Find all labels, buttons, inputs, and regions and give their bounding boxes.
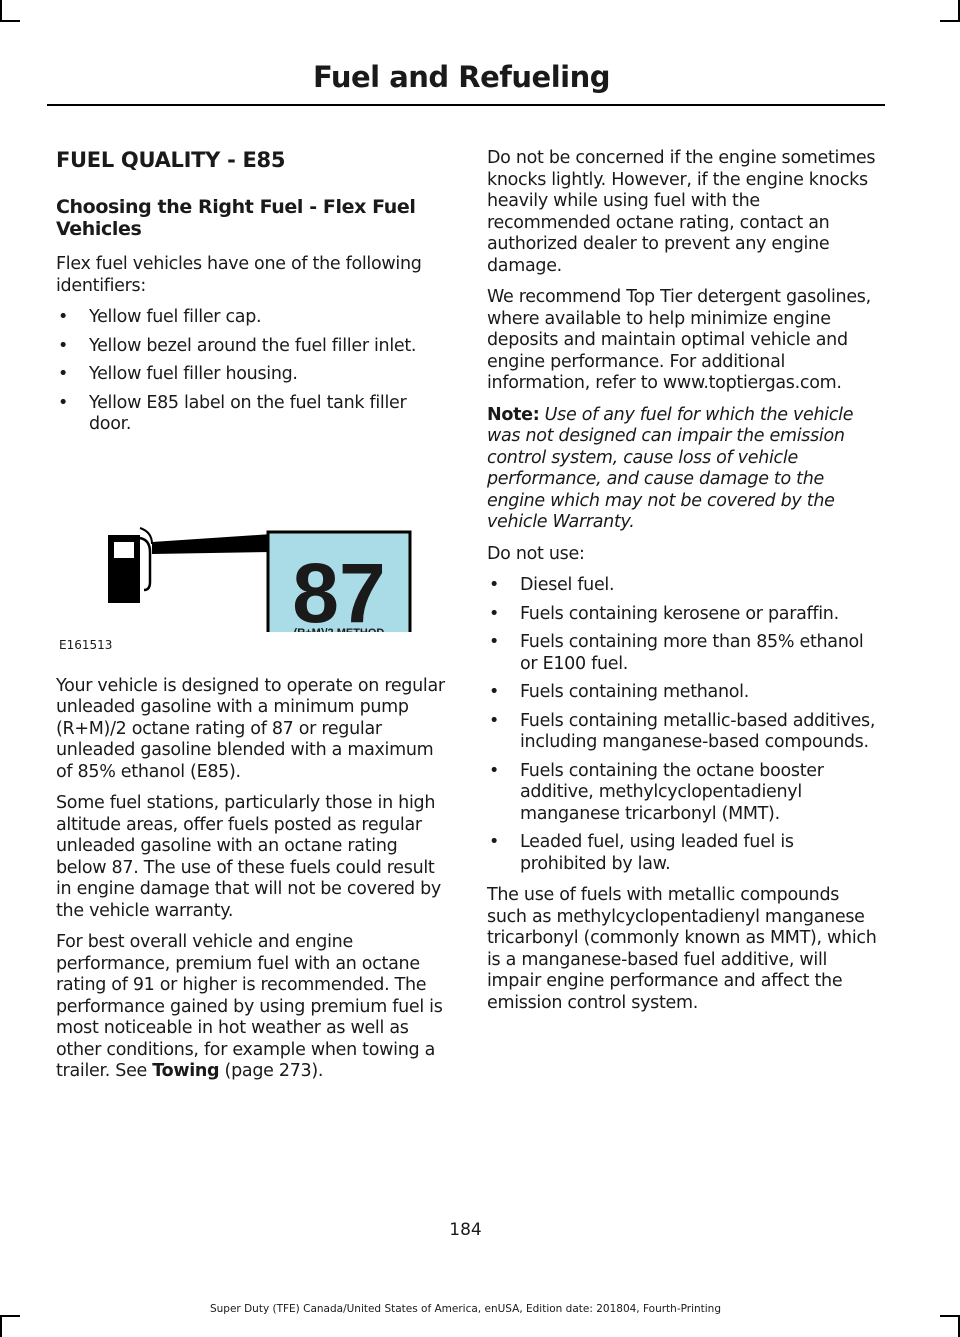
intro-paragraph: Flex fuel vehicles have one of the following identifiers: [56,254,422,296]
paragraph: We recommend Top Tier detergent gasolines, where available to help minimize engine deposits and maintain optimal vehicle and engine performance. For additional information, refer to www.toptiergas.com. [487,287,871,393]
bullet: • [489,682,500,702]
paragraph: Some fuel stations, particularly those in high altitude areas, offer fuels posted as regular unleaded gasoline with an octane rating below 87. The use of these fuels could result in engine damage that will not be covered by the vehicle warranty. [56,793,441,921]
subsection-heading: Choosing the Right Fuel - Flex Fuel Vehicles [56,196,416,240]
identifier-list [56,307,448,436]
note-label: Note: [487,404,540,425]
list-item: • Diesel fuel. [489,575,615,595]
prohibited-fuel-list [487,575,881,875]
bullet: • [489,710,500,731]
octane-number: 87 [292,545,386,632]
crop-mark [940,20,960,22]
bullet: • [489,760,500,781]
projection-beam [152,534,272,554]
footer-text: Super Duty (TFE) Canada/United States of America, enUSA, Edition date: 201804, Fourth-Printing [209,1303,721,1315]
list-item: • Fuels containing kerosene or paraffin. [489,603,839,624]
right-column [487,148,881,1024]
list-item: • Fuels containing metallic-based additives, including manganese-based compounds. [489,710,876,752]
page-header-title: Fuel and Refueling [312,60,610,94]
list-item: • Yellow fuel filler housing. [58,364,298,384]
bullet: • [58,307,69,327]
note [487,405,881,534]
paragraph: For best overall vehicle and engine performance, premium fuel with an octane rating of 91 or higher is recommended. The performance gained by using premium fuel is most noticeable in hot weather as well as other conditions, for example when towing a trailer. See Towing (page 273). [56,932,443,1081]
list-item: • Fuels containing more than 85% ethanol or E100 fuel. [489,632,864,674]
list-item: • Leaded fuel, using leaded fuel is prohibited by law. [489,832,794,874]
page-number: 184 [449,1220,482,1240]
bullet: • [58,392,69,413]
octane-label-figure [56,492,448,652]
paragraph: Your vehicle is designed to operate on regular unleaded gasoline with a minimum pump (R+M)/2 octane rating of 87 or regular unleaded gasoline blended with a maximum of 85% ethanol (E85). [56,675,445,782]
crop-mark [940,1315,960,1317]
left-column [56,148,448,1093]
bullet: • [489,603,500,624]
bullet: • [489,632,500,652]
bullet: • [58,335,69,356]
crop-mark [0,1317,2,1337]
paragraph: Do not be concerned if the engine sometimes knocks lightly. However, if the engine knocks heavily while using fuel with the recommended octane rating, contact an authorized dealer to prevent any engine damage. [487,148,876,276]
figure-code: E161513 [59,637,113,652]
section-heading: FUEL QUALITY - E85 [56,148,286,172]
list-item: • Yellow bezel around the fuel filler inlet. [58,335,417,356]
do-not-use-heading: Do not use: [487,543,585,564]
note-text: Use of any fuel for which the vehicle was not designed can impair the emission control system, cause loss of vehicle performance, and cause damage to the engine which may not be covered by the vehicle Warranty. [487,404,854,532]
crop-mark [0,0,2,20]
list-item: • Yellow E85 label on the fuel tank filler door. [58,392,407,434]
octane-method [294,627,385,632]
paragraph: The use of fuels with metallic compounds such as methylcyclopentadienyl manganese tricarbonyl (commonly known as MMT), which is a manganese-based fuel additive, will impair engine performance and affect the emission control system. [487,885,877,1013]
bullet: • [489,832,500,852]
list-item: • Yellow fuel filler cap. [58,307,262,327]
octane-label-illustration [56,492,448,632]
crop-mark [0,20,20,22]
bullet: • [58,364,69,384]
fuel-pump-icon [108,528,152,603]
list-item: • Fuels containing methanol. [489,682,750,702]
towing-link[interactable]: Towing [152,1061,220,1081]
bullet: • [489,575,500,595]
crop-mark [0,1315,20,1317]
header-rule [47,104,885,106]
list-item: • Fuels containing the octane booster additive, methylcyclopentadienyl manganese tricarbonyl (MMT). [489,760,824,824]
